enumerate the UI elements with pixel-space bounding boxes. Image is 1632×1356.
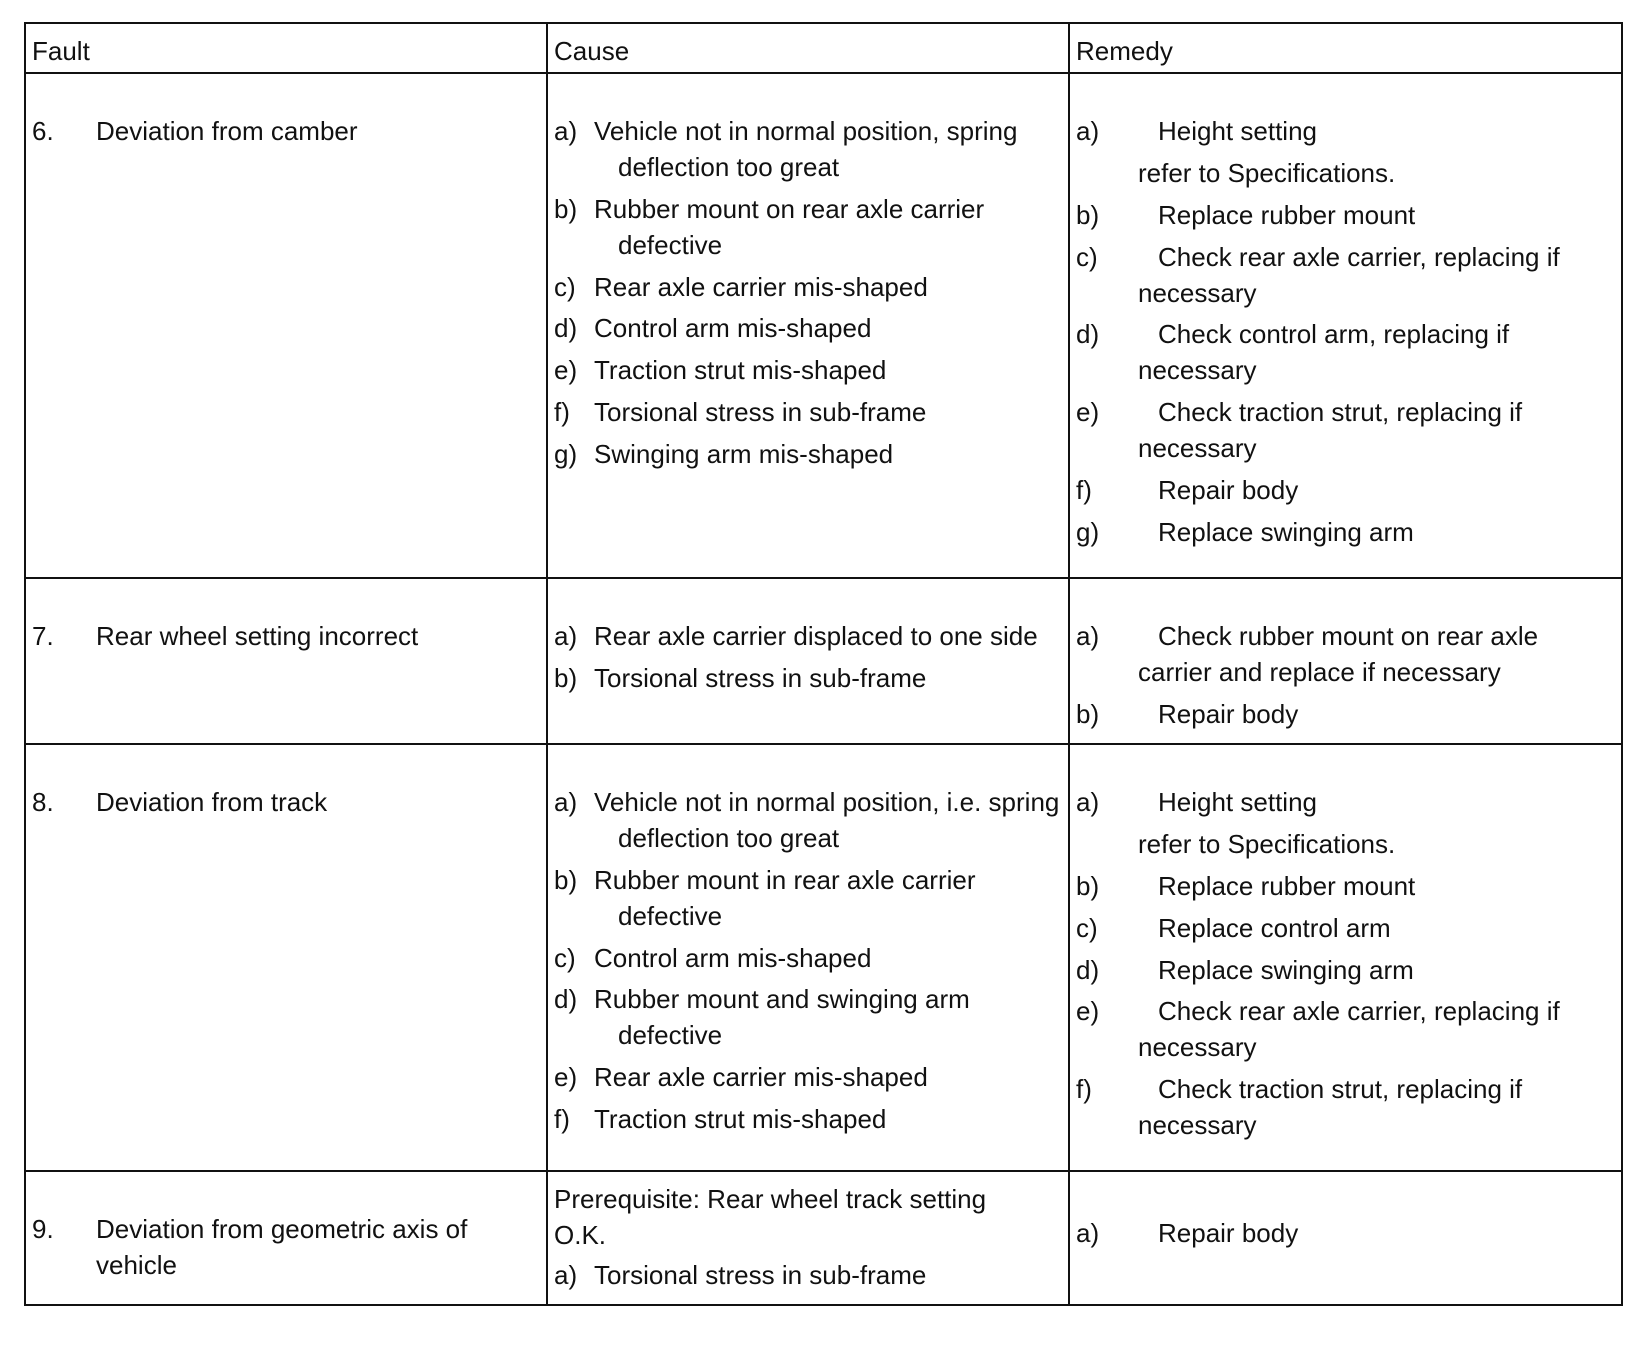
cause-text: Vehicle not in normal position, i.e. spring deflection too great [594, 787, 1060, 853]
cause-item [554, 353, 1062, 389]
remedy-text: Check rubber mount on rear axle carrier and replace if necessary [1138, 621, 1539, 687]
fault-entry [32, 114, 540, 150]
remedy-text: Check control arm, replacing if necessary [1138, 319, 1510, 386]
header-row [25, 23, 1622, 73]
remedy-item [1076, 1216, 1615, 1252]
cause-text: Rear axle carrier displaced to one side [594, 621, 1038, 651]
remedy-cell [1069, 73, 1622, 578]
fault-entry [32, 1212, 540, 1284]
remedy-letter: d) [1076, 319, 1100, 350]
cause-letter: b) [554, 193, 578, 224]
header-remedy: Remedy [1069, 23, 1622, 73]
remedy-letter: d) [1076, 954, 1100, 985]
cause-letter: d) [554, 313, 578, 344]
cause-item [554, 1102, 1062, 1138]
cause-letter: f) [554, 1104, 570, 1134]
cause-letter: b) [554, 662, 578, 693]
cause-text: Torsional stress in sub-frame [594, 662, 927, 693]
remedy-letter: c) [1076, 912, 1098, 943]
remedy-text: Replace swinging arm [1158, 954, 1414, 985]
fault-entry [32, 785, 540, 821]
cause-cell [547, 578, 1069, 744]
cause-letter: d) [554, 984, 578, 1015]
remedy-letter: a) [1076, 787, 1100, 817]
remedy-item [1076, 473, 1615, 509]
remedy-letter: b) [1076, 199, 1100, 230]
fault-text: Deviation from camber [96, 116, 358, 146]
remedy-item [1076, 317, 1615, 389]
remedy-item [1076, 515, 1615, 551]
fault-text: Rear wheel setting incorrect [96, 621, 419, 651]
remedy-letter: f) [1076, 1074, 1092, 1105]
remedy-letter: a) [1076, 1218, 1100, 1248]
remedy-item [1076, 114, 1615, 150]
fault-number: 7. [32, 621, 54, 651]
cause-item [554, 395, 1062, 431]
remedy-letter: c) [1076, 241, 1098, 272]
remedy-note-row [1076, 156, 1615, 192]
cause-letter: a) [554, 1259, 578, 1290]
cause-item [554, 192, 1062, 264]
troubleshooting-table [24, 22, 1623, 1306]
cause-text: Torsional stress in sub-frame [594, 1259, 927, 1290]
cause-letter: c) [554, 271, 576, 302]
cause-letter: b) [554, 864, 578, 895]
remedy-text: Replace rubber mount [1158, 199, 1416, 230]
remedy-cell [1069, 1171, 1622, 1305]
remedy-item [1076, 869, 1615, 905]
fault-cell [25, 578, 547, 744]
table-header [25, 23, 1622, 73]
remedy-text: Repair body [1158, 474, 1299, 505]
cause-cell [547, 1171, 1069, 1305]
cause-item [554, 982, 1062, 1054]
remedy-cell [1069, 578, 1622, 744]
fault-entry [32, 619, 540, 655]
fault-text: Deviation from geometric axis of vehicle [96, 1214, 468, 1280]
remedy-note-row [1076, 827, 1615, 863]
cause-item [554, 270, 1062, 306]
remedy-letter: g) [1076, 516, 1100, 547]
fault-text: Deviation from track [96, 787, 328, 817]
cause-text: Control arm mis-shaped [594, 942, 872, 973]
cause-item [554, 114, 1062, 186]
remedy-item [1076, 198, 1615, 234]
remedy-text: Check traction strut, replacing if necessary [1138, 1074, 1523, 1140]
table-row-9 [25, 1171, 1622, 1305]
remedy-letter: e) [1076, 397, 1100, 428]
remedy-letter: e) [1076, 996, 1100, 1027]
cause-text: Rubber mount in rear axle carrier defective [594, 864, 976, 931]
cause-text: Control arm mis-shaped [594, 313, 872, 344]
table-row-7 [25, 578, 1622, 744]
remedy-note: refer to Specifications. [1138, 828, 1396, 859]
header-fault: Fault [25, 23, 547, 73]
remedy-cell [1069, 744, 1622, 1171]
remedy-text: Height setting [1158, 116, 1317, 146]
table-body [25, 73, 1622, 1305]
cause-item [554, 863, 1062, 935]
remedy-note: refer to Specifications. [1138, 157, 1396, 188]
cause-letter: e) [554, 355, 578, 386]
remedy-letter: a) [1076, 116, 1100, 146]
header-cause: Cause [547, 23, 1069, 73]
remedy-item [1076, 697, 1615, 733]
cause-item [554, 437, 1062, 473]
cause-text: Traction strut mis-shaped [594, 355, 887, 386]
cause-item [554, 941, 1062, 977]
remedy-text: Repair body [1158, 1218, 1299, 1248]
fault-number: 6. [32, 116, 54, 146]
prerequisite-text: Prerequisite: Rear wheel track setting O.K. [554, 1184, 987, 1250]
remedy-item [1076, 953, 1615, 989]
remedy-text: Check traction strut, replacing if necessary [1138, 397, 1523, 463]
cause-item [554, 785, 1062, 857]
table-row-6 [25, 73, 1622, 578]
cause-item [554, 661, 1062, 697]
remedy-letter: f) [1076, 474, 1092, 505]
cause-text: Rear axle carrier mis-shaped [594, 1062, 928, 1093]
remedy-text: Replace rubber mount [1158, 870, 1416, 901]
cause-letter: e) [554, 1062, 578, 1093]
fault-cell [25, 1171, 547, 1305]
cause-text: Rear axle carrier mis-shaped [594, 271, 928, 302]
cause-item [554, 1258, 1062, 1294]
cause-cell [547, 744, 1069, 1171]
cause-letter: c) [554, 942, 576, 973]
remedy-item [1076, 619, 1615, 691]
cause-letter: a) [554, 621, 578, 651]
remedy-item [1076, 785, 1615, 821]
remedy-letter: b) [1076, 698, 1100, 729]
cause-text: Rubber mount and swinging arm defective [594, 984, 970, 1051]
remedy-text: Repair body [1158, 698, 1299, 729]
remedy-text: Replace control arm [1158, 912, 1391, 943]
cause-letter: f) [554, 397, 570, 428]
remedy-text: Replace swinging arm [1158, 516, 1414, 547]
fault-cell [25, 73, 547, 578]
remedy-item [1076, 395, 1615, 467]
cause-text: Torsional stress in sub-frame [594, 397, 927, 428]
fault-number: 9. [32, 1214, 54, 1244]
remedy-item [1076, 994, 1615, 1066]
cause-text: Vehicle not in normal position, spring deflection too great [594, 116, 1018, 182]
cause-letter: a) [554, 787, 578, 817]
remedy-letter: a) [1076, 621, 1100, 651]
cause-text: Rubber mount on rear axle carrier defective [594, 193, 985, 260]
cause-cell [547, 73, 1069, 578]
cause-letter: g) [554, 439, 578, 469]
cause-letter: a) [554, 116, 578, 146]
remedy-text: Check rear axle carrier, replacing if necessary [1138, 996, 1560, 1063]
remedy-text: Check rear axle carrier, replacing if necessary [1138, 241, 1560, 308]
cause-item [554, 311, 1062, 347]
table-row-8 [25, 744, 1622, 1171]
cause-item [554, 619, 1062, 655]
cause-text: Traction strut mis-shaped [594, 1104, 887, 1134]
remedy-item [1076, 911, 1615, 947]
remedy-item [1076, 1072, 1615, 1144]
remedy-letter: b) [1076, 870, 1100, 901]
fault-cell [25, 744, 547, 1171]
cause-text: Swinging arm mis-shaped [594, 439, 894, 469]
cause-item [554, 1060, 1062, 1096]
remedy-text: Height setting [1158, 787, 1317, 817]
fault-number: 8. [32, 787, 54, 817]
remedy-item [1076, 240, 1615, 312]
